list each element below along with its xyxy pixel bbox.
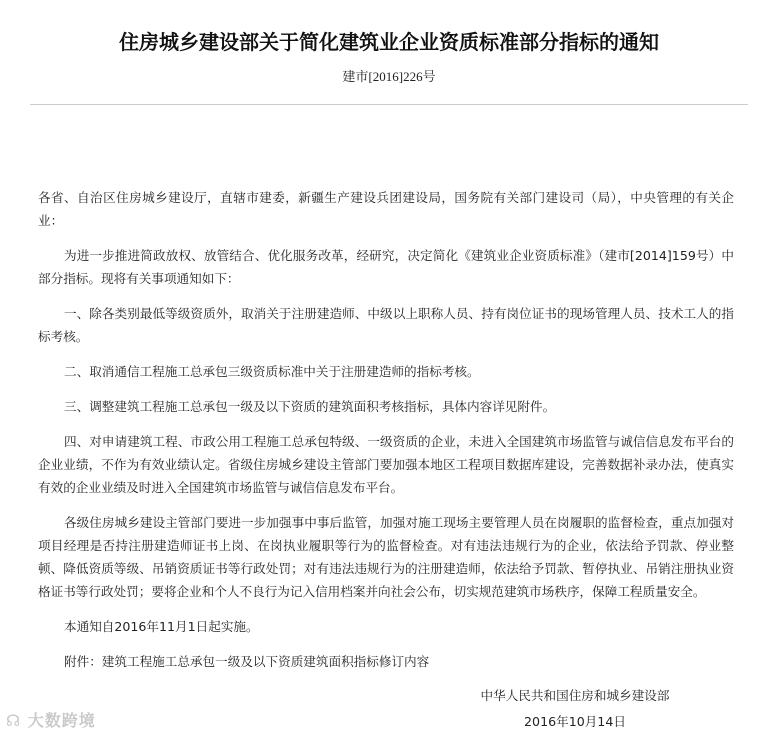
paragraph-intro: 为进一步推进简政放权、放管结合、优化服务改革，经研究，决定简化《建筑业企业资质标准》（建市[2014]159号）中部分指标。现将有关事项通知如下：	[38, 248, 734, 286]
watermark-logo: ☊ 大数跨境	[6, 711, 96, 730]
page-title: 住房城乡建设部关于简化建筑业企业资质标准部分指标的通知	[119, 30, 659, 54]
issuer: 中华人民共和国住房和城乡建设部	[480, 688, 670, 703]
watermark-icon: ☊	[6, 711, 28, 730]
paragraph-item-1: 一、除各类别最低等级资质外，取消关于注册建造师、中级以上职称人员、持有岗位证书的现场管理人员、技术工人的指标考核。	[38, 306, 734, 344]
paragraph-item-3: 三、调整建筑工程施工总承包一级及以下资质的建筑面积考核指标，具体内容详见附件。	[64, 399, 556, 414]
paragraph-supervision: 各级住房城乡建设主管部门要进一步加强事中事后监管，加强对施工现场主要管理人员在岗履职的监督检查，重点加强对项目经理是否持注册建造师证书上岗、在岗执业履职等行为的监督检查。对有违法违规行为的企业，依法给予罚款、停业整顿、降低资质等级、吊销资质证书等行政处罚；对有违法违规行为的注册建造师，依法给予罚款、暂停执业、吊销注册执业资格证书等行政处罚；要将企业和个人不良行为记入信用档案并向社会公布，切实规范建筑市场秩序，保障工程质量安全。	[38, 515, 734, 599]
document-body	[38, 186, 734, 685]
salutation: 各省、自治区住房城乡建设厅，直辖市建委，新疆生产建设兵团建设局，国务院有关部门建设司（局），中央管理的有关企业：	[38, 190, 734, 228]
issue-date: 2016年10月14日	[524, 714, 626, 729]
document-number: 建市[2016]226号	[342, 69, 436, 84]
paragraph-item-4: 四、对申请建筑工程、市政公用工程施工总承包特级、一级资质的企业，未进入全国建筑市场监管与诚信信息发布平台的企业业绩，不作为有效业绩认定。省级住房城乡建设主管部门要加强本地区工程项目数据库建设，完善数据补录办法，使真实有效的企业业绩及时进入全国建筑市场监管与诚信信息发布平台。	[38, 434, 734, 495]
paragraph-effective-date: 本通知自2016年11月1日起实施。	[64, 619, 259, 634]
paragraph-item-2: 二、取消通信工程施工总承包三级资质标准中关于注册建造师的指标考核。	[64, 364, 480, 379]
divider	[30, 104, 748, 105]
attachment-link[interactable]: 附件：建筑工程施工总承包一级及以下资质建筑面积指标修订内容	[64, 654, 430, 669]
